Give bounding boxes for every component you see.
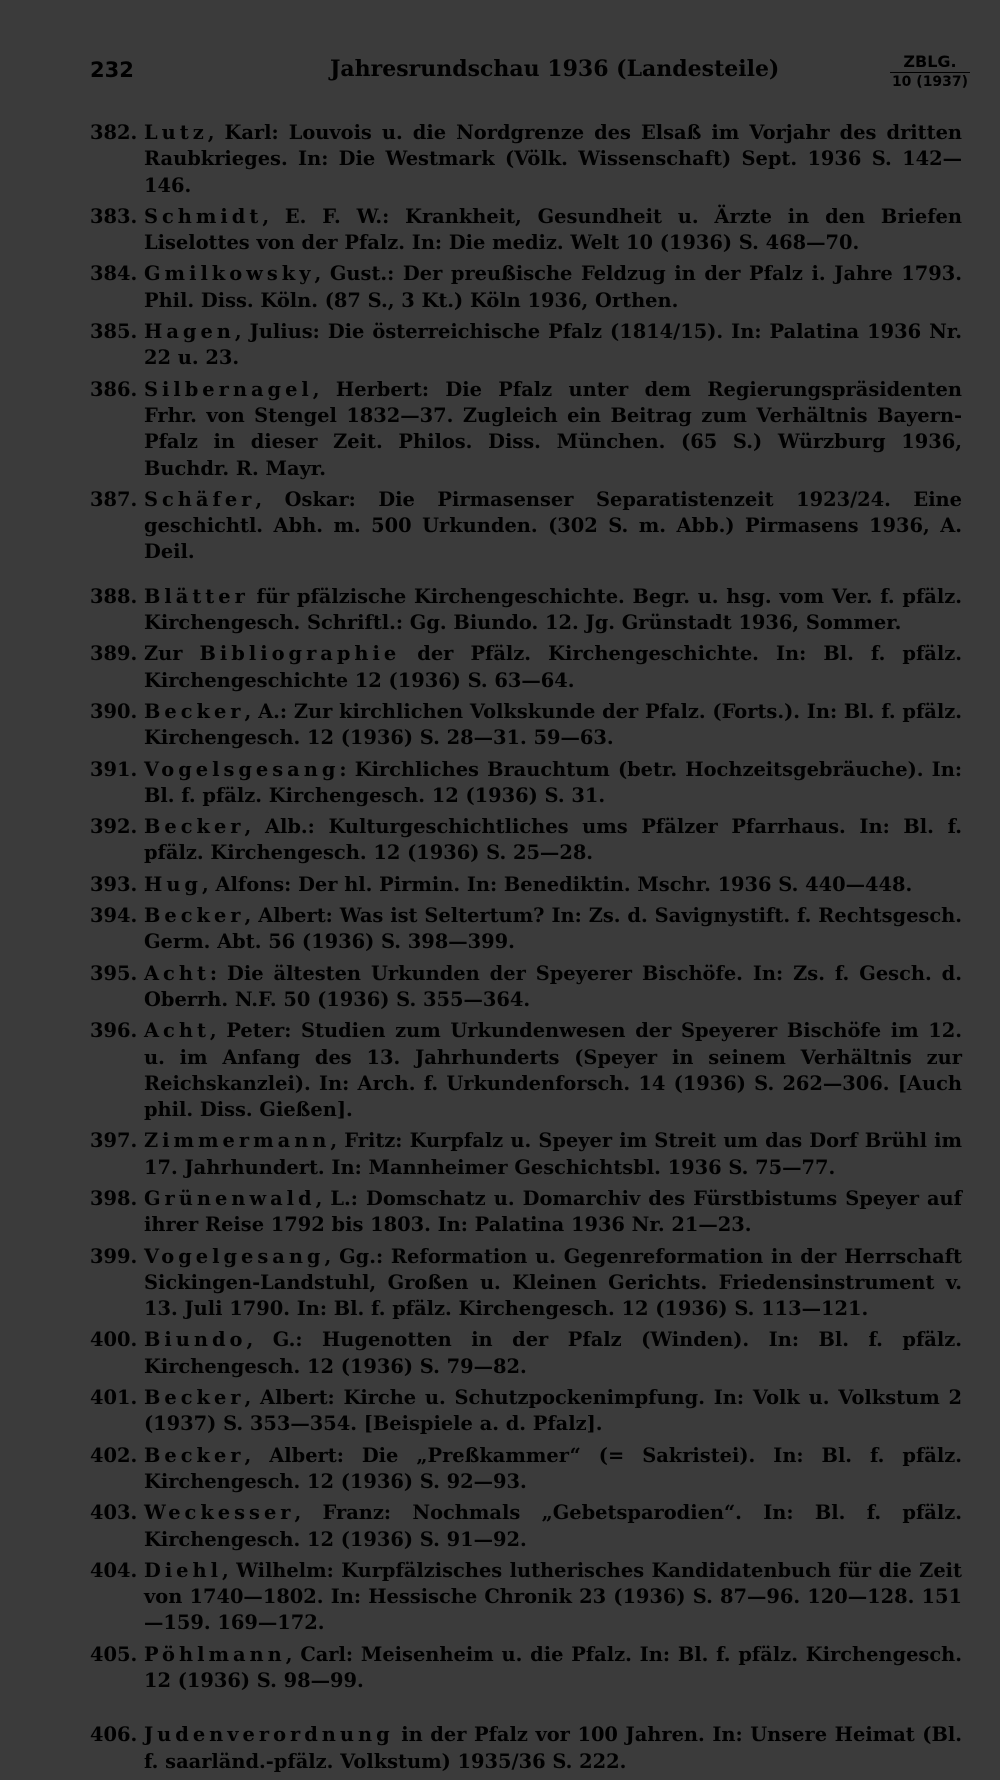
entry-number: 387. bbox=[90, 487, 138, 511]
page-number: 232 bbox=[90, 58, 134, 82]
entry-citation: , Carl: Meisenheim u. die Pfalz. In: Bl. f. pfälz. Kirchengesch. 12 (1936) S. 98—99. bbox=[144, 1642, 962, 1693]
entry-text bbox=[144, 1722, 962, 1775]
bibliography-entry bbox=[90, 319, 962, 372]
entry-author: Grünenwald bbox=[144, 1186, 316, 1210]
entry-author: Becker bbox=[144, 1443, 245, 1467]
bibliography-entry bbox=[90, 1500, 962, 1553]
entry-number: 403. bbox=[90, 1501, 138, 1525]
entry-citation: , Franz: Nochmals „Gebetsparodien“. In: Bl. f. pfälz. Kirchengesch. 12 (1936) S. 91—92. bbox=[144, 1501, 962, 1551]
entry-author: Schmidt bbox=[144, 204, 263, 228]
entry-number: 401. bbox=[90, 1386, 138, 1410]
entry-number: 406. bbox=[90, 1723, 138, 1747]
entry-text bbox=[144, 814, 962, 867]
entry-text bbox=[144, 872, 962, 898]
entry-citation: , Julius: Die österreichische Pfalz (1814/15). In: Palatina 1936 Nr. 22 u. 23. bbox=[144, 320, 962, 370]
bibliography-entry bbox=[90, 757, 962, 810]
bibliography-entry bbox=[90, 699, 962, 752]
bibliography-entry bbox=[90, 377, 962, 482]
entry-citation: , Gust.: Der preußische Feldzug in der Pfalz i. Jahre 1793. Phil. Diss. Köln. (87 S., 3 Kt.) Köln 1936, Orthen. bbox=[144, 262, 962, 312]
entry-number: 395. bbox=[90, 961, 138, 985]
entry-number: 390. bbox=[90, 699, 138, 723]
entry-number: 392. bbox=[90, 815, 138, 839]
bibliography-entry bbox=[90, 1018, 962, 1123]
entry-number: 385. bbox=[90, 320, 138, 344]
entry-author: Becker bbox=[144, 699, 245, 723]
entry-text bbox=[144, 903, 962, 956]
entry-citation: , Alb.: Kulturgeschichtliches ums Pfälzer Pfarrhaus. In: Bl. f. pfälz. Kirchengesch. 12 (1936) S. 25—28. bbox=[144, 815, 962, 865]
entry-author: Diehl bbox=[144, 1558, 222, 1582]
entry-author: Biundo bbox=[144, 1328, 247, 1352]
bibliography-entry bbox=[90, 1186, 962, 1239]
entry-text bbox=[144, 1186, 962, 1239]
entry-number: 397. bbox=[90, 1129, 138, 1153]
entry-citation: für pfälzische Kirchengeschichte. Begr. u. hsg. vom Ver. f. pfälz. Kirchengesch. Schriftl.: Gg. Biundo. 12. Jg. Grünstadt 1936, Sommer. bbox=[144, 584, 962, 635]
entry-author: Judenverordnung bbox=[144, 1723, 394, 1747]
entry-author: Weckesser bbox=[144, 1501, 295, 1525]
bibliography-entry bbox=[90, 961, 962, 1014]
entry-author: Acht bbox=[144, 1019, 210, 1043]
bibliography-entry bbox=[90, 641, 962, 694]
bibliography-entry bbox=[90, 1385, 962, 1438]
entry-citation: , Herbert: Die Pfalz unter dem Regierungspräsidenten Frhr. von Stengel 1832—37. Zugleich ein Beitrag zum Verhältnis Bayern-Pfalz in dieser Zeit. Philos. Diss. München. (65 S.) Würzburg 1936, Buchdr. R. Mayr. bbox=[144, 377, 962, 480]
bibliography-entry bbox=[90, 872, 962, 898]
entry-citation: , Oskar: Die Pirmasenser Separatistenzeit 1923/24. Eine geschichtl. Abh. m. 500 Urkunden. (302 S. m. Abb.) Pirmasens 1936, A. Deil. bbox=[144, 487, 962, 564]
entry-citation: , Albert: Die „Preßkammer“ (= Sakristei). In: Bl. f. pfälz. Kirchengesch. 12 (1936) S. 92—93. bbox=[144, 1443, 962, 1493]
entry-author: Schäfer bbox=[144, 487, 256, 511]
bibliography-entry bbox=[90, 487, 962, 566]
bibliography-entry bbox=[90, 204, 962, 257]
bibliography-entry bbox=[90, 1642, 962, 1695]
entry-author: Hug bbox=[144, 872, 202, 896]
entry-citation: , Alfons: Der hl. Pirmin. In: Benediktin. Mschr. 1936 S. 440—448. bbox=[201, 872, 913, 896]
entry-text bbox=[144, 1327, 962, 1380]
entry-number: 402. bbox=[90, 1443, 138, 1467]
entry-citation: in der Pfalz vor 100 Jahren. In: Unsere Heimat (Bl. f. saarländ.-pfälz. Volkstum) 1935/36 S. 222. bbox=[144, 1723, 962, 1773]
entry-citation: : Kirchliches Brauchtum (betr. Hochzeitsgebräuche). In: Bl. f. pfälz. Kirchengesch. 12 (1936) S. 31. bbox=[144, 757, 962, 807]
entry-citation: , E. F. W.: Krankheit, Gesundheit u. Ärzte in den Briefen Liselottes von der Pfalz. In: Die mediz. Welt 10 (1936) S. 468—70. bbox=[144, 204, 962, 255]
entry-text bbox=[144, 1244, 962, 1323]
entry-author: Becker bbox=[144, 904, 245, 928]
entry-number: 394. bbox=[90, 904, 138, 928]
entry-author: Acht bbox=[144, 961, 210, 985]
bibliography-entry bbox=[90, 814, 962, 867]
entry-number: 382. bbox=[90, 121, 138, 144]
entry-citation: , Gg.: Reformation u. Gegenreformation in der Herrschaft Sickingen-Landstuhl, Großen u. Kleinen Gerichts. Friedensinstrument v. 13. Juli 1790. In: Bl. f. pfälz. Kirchengesch. 12 (1936) S. 113—121. bbox=[144, 1244, 962, 1321]
entry-citation: , A.: Zur kirchlichen Volkskunde der Pfalz. (Forts.). In: Bl. f. pfälz. Kirchengesch. 12 (1936) S. 28—31. 59—63. bbox=[144, 699, 962, 750]
entry-citation: : Die ältesten Urkunden der Speyerer Bischöfe. In: Zs. f. Gesch. d. Oberrh. N.F. 50 (1936) S. 355—364. bbox=[144, 961, 962, 1011]
entry-author: Lutz bbox=[144, 121, 208, 144]
entry-number: 399. bbox=[90, 1244, 138, 1268]
journal-volume: 10 (1937) bbox=[891, 74, 969, 90]
entry-citation: , Albert: Was ist Seltertum? In: Zs. d. Savignystift. f. Rechtsgesch. Germ. Abt. 56 (1936) S. 398—399. bbox=[144, 904, 962, 954]
entry-author: Silbernagel bbox=[144, 377, 313, 401]
entry-text bbox=[144, 1642, 962, 1695]
entry-number: 389. bbox=[90, 642, 138, 666]
bibliography-entry bbox=[90, 1128, 962, 1181]
entry-prefix: Zur bbox=[144, 642, 200, 666]
entry-text bbox=[144, 757, 962, 810]
entry-author: Gmilkowsky bbox=[144, 262, 315, 286]
bibliography-entry bbox=[90, 1443, 962, 1496]
entry-text bbox=[144, 584, 962, 637]
entry-citation: , L.: Domschatz u. Domarchiv des Fürstbistums Speyer auf ihrer Reise 1792 bis 1803. In: Palatina 1936 Nr. 21—23. bbox=[144, 1186, 962, 1237]
entry-text bbox=[144, 641, 962, 694]
entry-text bbox=[144, 204, 962, 257]
page-header bbox=[90, 52, 970, 92]
entry-number: 388. bbox=[90, 584, 138, 608]
running-title: Jahresrundschau 1936 (Landesteile) bbox=[330, 56, 780, 82]
bibliography-entry bbox=[90, 120, 962, 199]
entry-number: 405. bbox=[90, 1642, 138, 1666]
entry-author: Bibliographie bbox=[199, 642, 401, 666]
entry-number: 391. bbox=[90, 757, 138, 781]
entry-citation: , Karl: Louvois u. die Nordgrenze des Elsaß im Vorjahr des dritten Raubkrieges. In: Die Westmark (Völk. Wissenschaft) Sept. 1936 S. 142—146. bbox=[144, 121, 962, 197]
bibliography-entry bbox=[90, 1722, 962, 1775]
entry-text bbox=[144, 961, 962, 1014]
entry-citation: , Wilhelm: Kurpfälzisches lutherisches Kandidatenbuch für die Zeit von 1740—1802. In: Hessische Chronik 23 (1936) S. 87—96. 120—128. 151—159. 169—172. bbox=[144, 1558, 962, 1635]
entry-author: Zimmermann bbox=[144, 1129, 331, 1153]
entry-author: Vogelgesang bbox=[144, 1244, 325, 1268]
entry-author: Blätter bbox=[144, 584, 249, 608]
entry-text bbox=[144, 1385, 962, 1438]
entry-citation: , Peter: Studien zum Urkundenwesen der Speyerer Bischöfe im 12. u. im Anfang des 13. Jahrhunderts (Speyer in seinem Verhältnis zur Reichskanzlei). In: Arch. f. Urkundenforsch. 14 (1936) S. 262—306. [Auch phil. Diss. Gießen]. bbox=[144, 1019, 962, 1122]
entry-author: Pöhlmann bbox=[144, 1642, 286, 1666]
entry-number: 396. bbox=[90, 1019, 138, 1043]
entry-text bbox=[144, 1018, 962, 1123]
entry-citation: der Pfälz. Kirchengeschichte. In: Bl. f. pfälz. Kirchengeschichte 12 (1936) S. 63—64. bbox=[144, 642, 962, 692]
bibliography-entry bbox=[90, 1244, 962, 1323]
entry-author: Hagen bbox=[144, 320, 235, 344]
entry-number: 383. bbox=[90, 204, 138, 228]
entry-citation: , G.: Hugenotten in der Pfalz (Winden). In: Bl. f. pfälz. Kirchengesch. 12 (1936) S. 79—82. bbox=[144, 1328, 962, 1378]
journal-abbreviation: ZBLG. bbox=[890, 52, 970, 73]
entry-text bbox=[144, 1558, 962, 1637]
entry-citation: , Fritz: Kurpfalz u. Speyer im Streit um das Dorf Brühl im 17. Jahrhundert. In: Mannheimer Geschichtsbl. 1936 S. 75—77. bbox=[144, 1129, 962, 1179]
entry-author: Vogelsgesang bbox=[144, 757, 340, 781]
entry-author: Becker bbox=[144, 815, 245, 839]
entry-text bbox=[144, 1500, 962, 1553]
entry-number: 398. bbox=[90, 1186, 138, 1210]
entry-text bbox=[144, 120, 962, 199]
entry-number: 384. bbox=[90, 262, 138, 286]
bibliography-entry bbox=[90, 1558, 962, 1637]
entry-text bbox=[144, 487, 962, 566]
entry-citation: , Albert: Kirche u. Schutzpockenimpfung. In: Volk u. Volkstum 2 (1937) S. 353—354. [Beispiele a. d. Pfalz]. bbox=[144, 1386, 962, 1436]
entry-text bbox=[144, 261, 962, 314]
bibliography-entry bbox=[90, 903, 962, 956]
entry-text bbox=[144, 699, 962, 752]
entry-text bbox=[144, 1443, 962, 1496]
bibliography-entry bbox=[90, 261, 962, 314]
entry-text bbox=[144, 319, 962, 372]
entry-text bbox=[144, 1128, 962, 1181]
entry-number: 393. bbox=[90, 872, 138, 896]
bibliography-entry bbox=[90, 1327, 962, 1380]
bibliography-entry bbox=[90, 584, 962, 637]
journal-code bbox=[890, 52, 970, 90]
entry-number: 400. bbox=[90, 1328, 138, 1352]
entry-number: 386. bbox=[90, 377, 138, 401]
entry-author: Becker bbox=[144, 1386, 245, 1410]
entry-number: 404. bbox=[90, 1558, 138, 1582]
entry-text bbox=[144, 377, 962, 482]
bibliography-list bbox=[90, 120, 962, 1780]
